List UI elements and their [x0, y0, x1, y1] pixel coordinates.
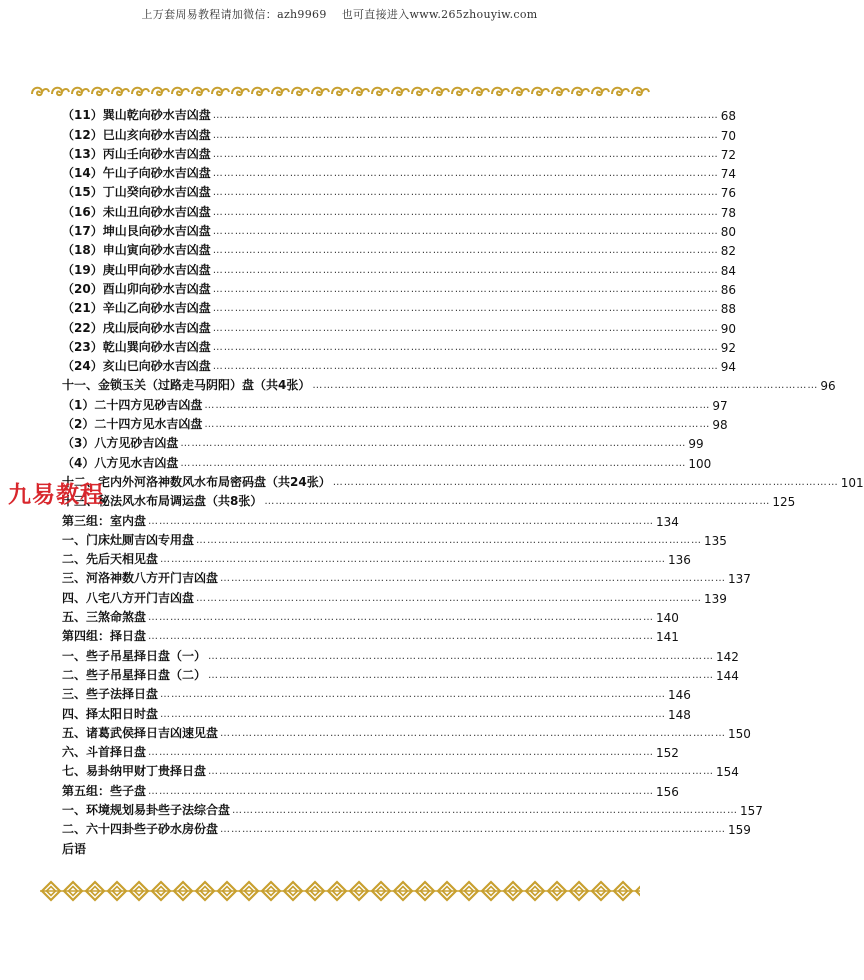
toc-entry-page: 78 [720, 205, 736, 220]
toc-entry [62, 606, 679, 626]
toc-leader-dots: ………………………………………………………………………………………………………………………… [264, 496, 771, 508]
toc-entry-page: 125 [772, 495, 796, 510]
toc-entry-page: 98 [712, 418, 728, 433]
toc-leader-dots: ………………………………………………………………………………………………………………………… [220, 824, 727, 836]
toc-entry [62, 760, 739, 780]
toc-entry-title: （12）巳山亥向砂水吉凶盘 [62, 127, 211, 142]
toc-entry-title: 十二、宅内外河洛神数风水布局密码盘（共24张） [62, 474, 331, 489]
toc-entry [62, 451, 712, 471]
toc-entry [62, 123, 736, 143]
toc-leader-dots: ………………………………………………………………………………………………………………………… [312, 380, 819, 392]
toc-entry-title: （1）二十四方见砂吉凶盘 [62, 397, 203, 412]
toc-entry-page: 156 [656, 784, 679, 799]
decorative-bottom-border [40, 880, 640, 902]
toc-entry-page: 135 [704, 533, 727, 548]
decorative-top-border [30, 82, 650, 100]
toc-entry [62, 258, 736, 278]
toc-entry-page: 137 [728, 572, 751, 587]
toc-entry [62, 220, 736, 240]
toc-leader-dots: ………………………………………………………………………………………………………………………… [212, 168, 719, 180]
toc-entry-page: 94 [720, 360, 736, 375]
toc-entry-title: 六、斗首择日盘 [62, 745, 147, 760]
toc-entry-title: （18）申山寅向砂水吉凶盘 [62, 243, 211, 258]
toc-leader-dots: ………………………………………………………………………………………………………………………… [148, 631, 655, 643]
toc-entry-title: （13）丙山壬向砂水吉凶盘 [62, 146, 211, 161]
toc-leader-dots: ………………………………………………………………………………………………………………………… [232, 804, 739, 816]
table-of-contents [62, 104, 864, 857]
toc-entry-title: 一、门床灶厕吉凶专用盘 [62, 532, 195, 547]
toc-entry [62, 374, 836, 394]
toc-entry-page: 99 [688, 437, 704, 452]
toc-leader-dots: ………………………………………………………………………………………………………………………… [148, 747, 655, 759]
toc-entry-page: 92 [720, 340, 736, 355]
toc-entry [62, 644, 739, 664]
toc-entry-page: 86 [720, 282, 736, 297]
toc-entry [62, 722, 751, 741]
toc-entry-page: 88 [720, 302, 736, 317]
toc-entry-page: 84 [720, 263, 736, 278]
toc-entry [62, 548, 691, 568]
toc-entry [62, 278, 736, 297]
toc-entry [62, 818, 751, 838]
toc-entry-title: 后语 [62, 841, 87, 856]
toc-entry [62, 471, 864, 490]
toc-entry-page: 157 [740, 803, 763, 818]
toc-entry [62, 625, 679, 645]
toc-entry [62, 162, 736, 182]
toc-entry [62, 490, 796, 510]
toc-entry-title: 一、环境规划易卦些子法综合盘 [62, 802, 231, 817]
toc-leader-dots: ………………………………………………………………………………………………………………………… [212, 361, 719, 373]
toc-leader-dots: ………………………………………………………………………………………………………………………… [160, 708, 667, 720]
toc-entry-page: 72 [720, 147, 736, 162]
toc-entry-page: 70 [720, 128, 736, 143]
toc-entry-page: 100 [688, 456, 712, 471]
toc-entry-page: 154 [716, 765, 739, 780]
toc-leader-dots: ………………………………………………………………………………………………………………………… [160, 554, 667, 566]
toc-entry-title: 四、择太阳日时盘 [62, 706, 159, 721]
toc-leader-dots: ………………………………………………………………………………………………………………………… [212, 341, 719, 353]
toc-entry-title: （16）未山丑向砂水吉凶盘 [62, 204, 211, 219]
toc-entry-title: 一、些子吊星择日盘（一） [62, 648, 207, 663]
toc-entry-page: 76 [720, 186, 736, 201]
toc-entry-title: （14）午山子向砂水吉凶盘 [62, 166, 211, 181]
toc-entry-title: （11）巽山乾向砂水吉凶盘 [62, 108, 211, 123]
toc-entry [62, 779, 679, 799]
toc-entry-title: （17）坤山艮向砂水吉凶盘 [62, 224, 211, 239]
toc-entry-page: 146 [668, 688, 691, 703]
toc-entry-page: 141 [656, 630, 679, 645]
toc-entry-title: （15）丁山癸向砂水吉凶盘 [62, 185, 211, 200]
toc-entry-title: 十一、金锁玉关（过路走马阴阳）盘（共4张） [62, 378, 311, 393]
toc-leader-dots: ………………………………………………………………………………………………………………………… [208, 650, 715, 662]
toc-entry [62, 509, 679, 529]
toc-entry-title: 第五组：些子盘 [62, 783, 147, 798]
toc-leader-dots: ………………………………………………………………………………………………………………………… [180, 438, 687, 450]
toc-entry [62, 239, 736, 259]
toc-leader-dots: ………………………………………………………………………………………………………………………… [160, 689, 667, 701]
toc-leader-dots: ………………………………………………………………………………………………………………………… [208, 669, 715, 681]
toc-entry-page: 97 [712, 398, 728, 413]
toc-leader-dots: ………………………………………………………………………………………………………………………… [212, 110, 719, 122]
toc-entry [62, 683, 691, 703]
toc-leader-dots: ………………………………………………………………………………………………………………………… [332, 476, 839, 488]
toc-entry [62, 143, 736, 162]
toc-entry-page: 80 [720, 225, 736, 240]
toc-entry-title: （2）二十四方见水吉凶盘 [62, 417, 203, 432]
toc-leader-dots: ………………………………………………………………………………………………………………………… [212, 303, 719, 315]
toc-entry [62, 799, 763, 818]
toc-entry [62, 741, 679, 761]
toc-leader-dots: ………………………………………………………………………………………………………………………… [204, 399, 711, 411]
toc-entry-title: （22）戌山辰向砂水吉凶盘 [62, 320, 211, 335]
toc-leader-dots: ………………………………………………………………………………………………………………………… [204, 419, 711, 431]
toc-leader-dots: ………………………………………………………………………………………………………………………… [212, 226, 719, 238]
toc-entry [62, 664, 739, 683]
toc-entry-title: 十三、秘法风水布局调运盘（共8张） [62, 494, 263, 509]
toc-leader-dots: ………………………………………………………………………………………………………………………… [212, 322, 719, 334]
toc-entry [62, 200, 736, 220]
toc-leader-dots: ………………………………………………………………………………………………………………………… [212, 245, 719, 257]
toc-entry [62, 413, 728, 433]
toc-entry-page: 134 [656, 514, 679, 529]
page-header-banner: 上万套周易教程请加微信：azh9969 也可直接进入www.265zhouyiw.com [141, 8, 538, 21]
toc-entry [62, 567, 751, 587]
toc-entry-page: 136 [668, 553, 691, 568]
toc-entry [62, 104, 736, 124]
toc-entry-title: 四、八宅八方开门吉凶盘 [62, 590, 195, 605]
toc-entry [62, 432, 704, 452]
toc-entry-page: 96 [820, 379, 836, 394]
toc-leader-dots: ………………………………………………………………………………………………………………………… [212, 187, 719, 199]
toc-leader-dots: ………………………………………………………………………………………………………………………… [208, 766, 715, 778]
toc-entry-title: 三、些子法择日盘 [62, 687, 159, 702]
toc-leader-dots: ………………………………………………………………………………………………………………………… [148, 612, 655, 624]
toc-entry-title: （24）亥山巳向砂水吉凶盘 [62, 359, 211, 374]
toc-entry-page: 101 [840, 475, 864, 490]
toc-entry-title: 第三组：室内盘 [62, 513, 147, 528]
toc-entry [62, 316, 736, 336]
toc-entry-title: （23）乾山巽向砂水吉凶盘 [62, 339, 211, 354]
toc-entry-title: （3）八方见砂吉凶盘 [62, 436, 179, 451]
toc-entry-title: 第四组：择日盘 [62, 629, 147, 644]
watermark-logo: 九易教程 [8, 482, 104, 508]
toc-leader-dots: ………………………………………………………………………………………………………………………… [220, 727, 727, 739]
toc-entry [62, 393, 728, 413]
toc-entry-page: 90 [720, 321, 736, 336]
toc-entry [62, 297, 736, 317]
toc-entry-title: （4）八方见水吉凶盘 [62, 455, 179, 470]
toc-entry-page: 159 [728, 823, 751, 838]
toc-entry-page: 140 [656, 611, 679, 626]
toc-entry-title: 二、六十四卦些子砂水房份盘 [62, 822, 219, 837]
toc-entry-page: 139 [704, 591, 727, 606]
toc-entry [62, 529, 727, 548]
toc-entry-page: 82 [720, 244, 736, 259]
toc-entry-title: 二、先后天相见盘 [62, 552, 159, 567]
toc-entry [62, 586, 727, 606]
toc-entry-page: 150 [728, 726, 751, 741]
toc-leader-dots: ………………………………………………………………………………………………………………………… [212, 206, 719, 218]
toc-entry [62, 355, 736, 375]
toc-entry-title: 五、三煞命煞盘 [62, 610, 147, 625]
toc-entry-title: 三、河洛神数八方开门吉凶盘 [62, 571, 219, 586]
toc-entry-title: （20）酉山卯向砂水吉凶盘 [62, 281, 211, 296]
toc-entry-page: 68 [720, 109, 736, 124]
toc-leader-dots: ………………………………………………………………………………………………………………………… [148, 515, 655, 527]
toc-entry-title: （21）辛山乙向砂水吉凶盘 [62, 301, 211, 316]
toc-entry-title: 二、些子吊星择日盘（二） [62, 667, 207, 682]
toc-leader-dots: ………………………………………………………………………………………………………………………… [196, 592, 703, 604]
toc-leader-dots: ………………………………………………………………………………………………………………………… [196, 534, 703, 546]
toc-entry [62, 837, 610, 856]
toc-entry-title: 七、易卦纳甲财丁贵择日盘 [62, 764, 207, 779]
toc-entry-title: （19）庚山甲向砂水吉凶盘 [62, 262, 211, 277]
toc-leader-dots: ………………………………………………………………………………………………………………………… [212, 129, 719, 141]
toc-entry-page: 152 [656, 746, 679, 761]
toc-entry-page: 74 [720, 167, 736, 182]
toc-entry-page: 144 [716, 668, 739, 683]
toc-entry-page: 148 [668, 707, 691, 722]
toc-entry-title: 五、诸葛武侯择日吉凶速见盘 [62, 725, 219, 740]
toc-leader-dots: ………………………………………………………………………………………………………………………… [212, 283, 719, 295]
toc-leader-dots: ………………………………………………………………………………………………………………………… [180, 457, 687, 469]
toc-leader-dots: ………………………………………………………………………………………………………………………… [220, 573, 727, 585]
toc-entry [62, 336, 736, 355]
toc-leader-dots: ………………………………………………………………………………………………………………………… [148, 785, 655, 797]
toc-entry [62, 181, 736, 201]
toc-entry-page: 142 [716, 649, 739, 664]
toc-leader-dots: ………………………………………………………………………………………………………………………… [212, 264, 719, 276]
toc-leader-dots: ………………………………………………………………………………………………………………………… [212, 148, 719, 160]
toc-entry [62, 702, 691, 722]
